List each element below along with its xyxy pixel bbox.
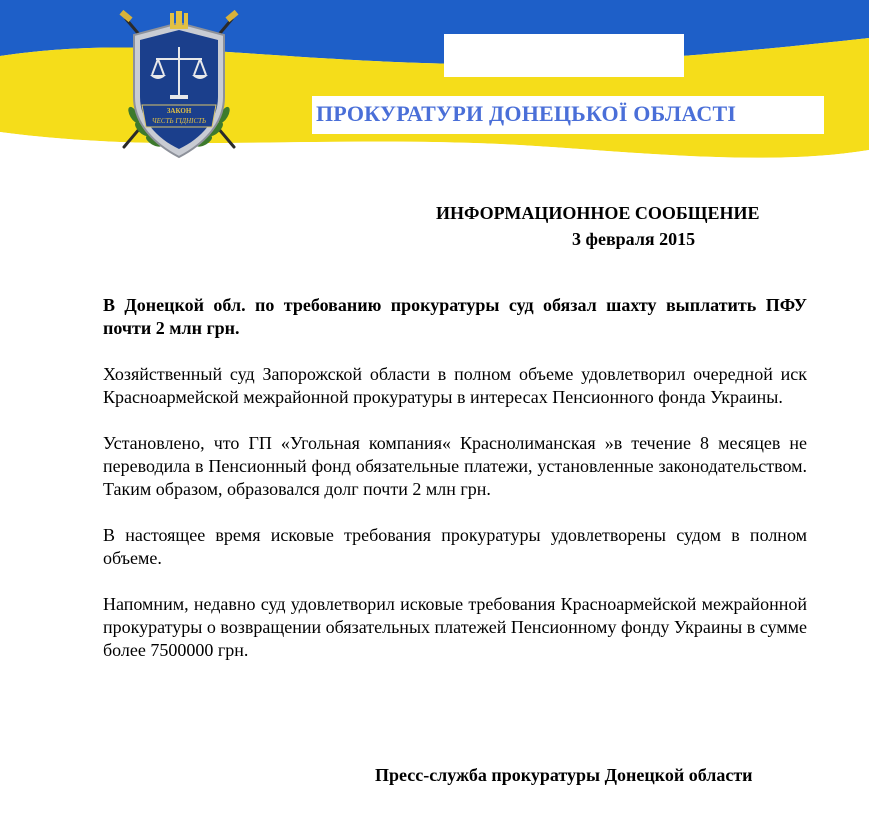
office-title: ПРОКУРАТУРИ ДОНЕЦЬКОЇ ОБЛАСТІ xyxy=(312,96,824,134)
paragraph-3: В настоящее время исковые требования прокуратуры удовлетворены судом в полном объеме. xyxy=(103,525,807,568)
headline: В Донецкой обл. по требованию прокуратуры суд обязал шахту выплатить ПФУ почти 2 млн грн. xyxy=(103,295,807,338)
emblem-text-bottom: ЧЕСТЬ ГІДНІСТЬ xyxy=(151,117,207,125)
signature: Пресс-служба прокуратуры Донецкой области xyxy=(375,765,753,785)
paragraph-1: Хозяйственный суд Запорожской области в полном объеме удовлетворил очередной иск Красноармейской межрайонной прокуратуры в интересах Пенсионного фонда Украины. xyxy=(103,364,807,407)
emblem-text-top: ЗАКОН xyxy=(166,107,192,115)
document-date: 3 февраля 2015 xyxy=(572,229,696,249)
blank-white-box xyxy=(444,34,684,77)
paragraph-2: Установлено, что ГП «Угольная компания« Краснолиманская »в течение 8 месяцев не переводила в Пенсионный фонд обязательные платежи, установленные законодательством. Таким образом, образовался долг почти 2 млн грн. xyxy=(103,433,807,499)
prosecutor-emblem-icon xyxy=(112,5,246,165)
document-body xyxy=(103,294,807,685)
document-title: ИНФОРМАЦИОННОЕ СООБЩЕНИЕ xyxy=(436,203,760,223)
header-banner xyxy=(0,0,869,170)
paragraph-4: Напомним, недавно суд удовлетворил исковые требования Красноармейской межрайонной прокуратуры о возвращении обязательных платежей Пенсионному фонду Украины в сумме более 7500000 грн. xyxy=(103,594,807,660)
